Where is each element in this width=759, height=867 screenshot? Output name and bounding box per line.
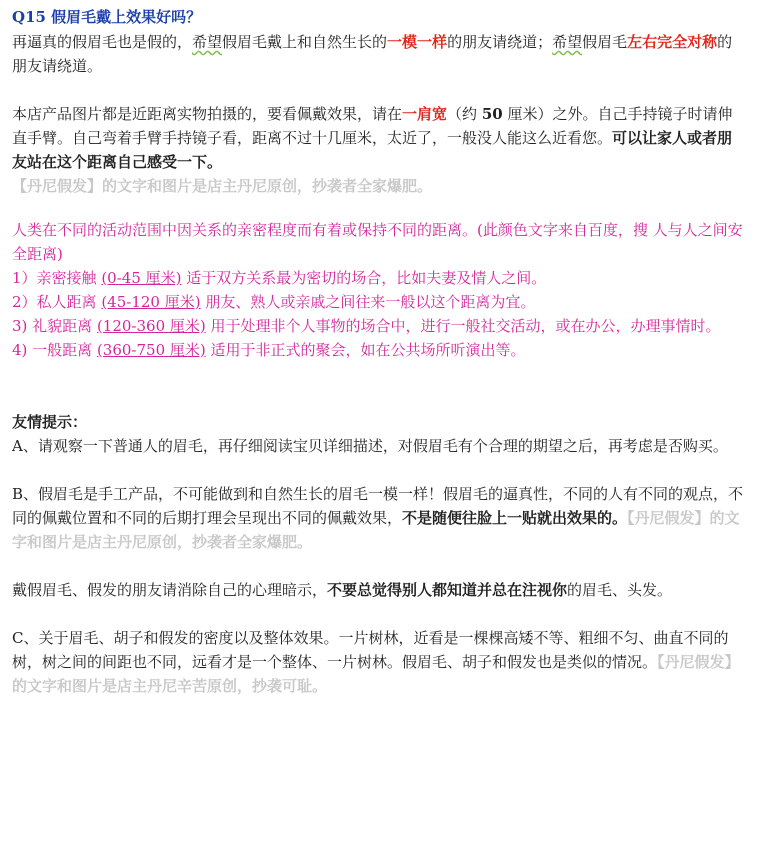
text: B、假眉毛是手工产品，不可能做到和自然生长的眉毛一模一样！假眉毛的逼真性，不同的人有不同的观点，不同的佩戴位置和不同的后期打理会呈现出不同的佩戴效果， [12, 485, 744, 527]
distance-item [12, 338, 745, 362]
watermark-text: 【丹尼假发】的文字和图片是店主丹尼原创，抄袭者全家爆肥。 [12, 177, 433, 195]
text: 再逼真的假眉毛也是假的， [12, 33, 193, 51]
distance-item [12, 266, 745, 290]
text-spellcheck: 希望 [552, 33, 583, 51]
watermark-text: 【丹尼假发】的文字和图片是店主丹尼辛苦原创，抄袭可耻。 [12, 653, 740, 695]
item-name: 私人距离 [36, 293, 102, 311]
spacer [12, 362, 745, 410]
text: 的朋友请绕道。 [12, 33, 733, 75]
tips-title: 友情提示： [12, 413, 88, 431]
item-range: (45-120 厘米) [101, 293, 201, 311]
tip-wear [12, 578, 745, 602]
text: 假眉毛 [582, 33, 628, 51]
bold-text: 不要总觉得别人都知道并总在注视你 [327, 581, 568, 599]
text: 厘米）之外。自己手持镜子时请伸直手臂。自己弯着手臂手持镜子看，距离不过十几厘米，太近了，一般没人能这么近看您。 [12, 105, 733, 147]
emphasis-text: 一模一样 [387, 33, 448, 51]
item-name: 亲密接触 [36, 269, 102, 287]
item-number: 3) [12, 317, 33, 335]
distance-item [12, 290, 745, 314]
spacer [12, 458, 745, 482]
distance-section [12, 218, 745, 362]
bold-text: 50 [481, 105, 503, 123]
bold-text: 不是随便往脸上一贴就出效果的。 [402, 509, 628, 527]
tip-a: A、请观察一下普通人的眉毛，再仔细阅读宝贝详细描述，对假眉毛有个合理的期望之后，再考虑是否购买。 [12, 437, 728, 455]
emphasis-text: 左右完全对称 [627, 33, 718, 51]
item-number: 4) [12, 341, 33, 359]
text: 的朋友请绕道； [447, 33, 553, 51]
spacer [12, 78, 745, 102]
item-range: (360-750 厘米) [96, 341, 206, 359]
intro-paragraph [12, 30, 745, 78]
item-range: (0-45 厘米) [101, 269, 182, 287]
text: 戴假眉毛、假发的朋友请消除自己的心理暗示， [12, 581, 328, 599]
item-number: 1） [12, 269, 37, 287]
text: 本店产品图片都是近距离实物拍摄的，要看佩戴效果，请在 [12, 105, 403, 123]
viewing-distance-paragraph [12, 102, 745, 174]
watermark-text: 【丹尼假发】的文字和图片是店主丹尼原创，抄袭者全家爆肥。 [12, 509, 740, 551]
item-desc: 朋友、熟人或亲戚之间往来一般以这个距离为宜。 [200, 293, 536, 311]
item-name: 一般距离 [32, 341, 97, 359]
text-spellcheck: 希望 [192, 33, 223, 51]
item-desc: 用于处理非个人事物的场合中，进行一般社交活动，或在办公，办理事情时。 [205, 317, 721, 335]
text: C、关于眉毛、胡子和假发的密度以及整体效果。一片树林，近看是一棵棵高矮不等、粗细不匀、曲直不同的树，树之间的间距也不同，远看才是一个整体、一片树林。假眉毛、胡子和假发也是类似的情况。 [12, 629, 729, 671]
spacer [12, 602, 745, 626]
spacer [12, 198, 745, 218]
item-desc: 适用于非正式的聚会，如在公共场所听演出等。 [205, 341, 526, 359]
tip-c [12, 626, 745, 698]
text: 的眉毛、头发。 [567, 581, 673, 599]
spacer [12, 554, 745, 578]
tip-b [12, 482, 745, 554]
item-name: 礼貌距离 [32, 317, 97, 335]
item-range: (120-360 厘米) [96, 317, 206, 335]
emphasis-text: 一肩宽 [402, 105, 448, 123]
distance-item [12, 314, 745, 338]
text: （约 [447, 105, 482, 123]
page-title: Q15 假眉毛戴上效果好吗？ [12, 8, 202, 26]
distance-intro: 人类在不同的活动范围中因关系的亲密程度而有着或保持不同的距离。(此颜色文字来自百度，搜 人与人之间安全距离) [12, 221, 743, 263]
item-number: 2） [12, 293, 37, 311]
item-desc: 适于双方关系最为密切的场合，比如夫妻及情人之间。 [181, 269, 547, 287]
text: 假眉毛戴上和自然生长的 [222, 33, 388, 51]
bold-text: 可以让家人或者朋友站在这个距离自己感受一下。 [12, 129, 733, 171]
